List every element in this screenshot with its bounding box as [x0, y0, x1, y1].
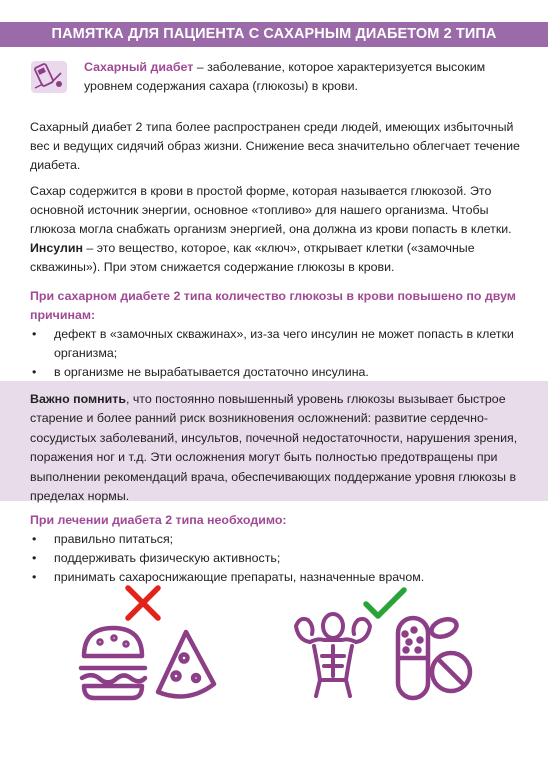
definition-text: – заболевание, которое характеризуется высоким уровнем содержания сахара (глюкозы) в крови.	[84, 60, 486, 93]
treatment-heading: При лечении диабета 2 типа необходимо:	[30, 513, 287, 527]
insulin-term: Инсулин	[30, 241, 83, 255]
important-lead: Важно помнить	[30, 392, 126, 406]
list-item: • дефект в «замочных скважинах», из-за чего инсулин не может попасть в клетки организма;	[30, 325, 520, 363]
athlete-icon	[296, 614, 370, 696]
important-text	[30, 390, 526, 506]
list-item: • принимать сахароснижающие препараты, назначенные врачом.	[30, 568, 520, 587]
list-item: • в организме не вырабатывается достаточно инсулина.	[30, 363, 520, 382]
page-title: ПАМЯТКА ДЛЯ ПАЦИЕНТА С САХАРНЫМ ДИАБЕТОМ 2 ТИПА	[0, 22, 548, 47]
treatment-list	[30, 530, 520, 587]
pizza-slice-icon	[158, 632, 214, 697]
check-mark-icon	[366, 590, 404, 616]
capsule-icon	[398, 618, 428, 698]
burger-icon	[81, 628, 145, 698]
diabetes-definition	[84, 58, 534, 96]
paragraph-risk: Сахарный диабет 2 типа более распространен среди людей, имеющих избыточный вес и ведущих сидячий образ жизни. Снижение веса значительно облегчает течение диабета.	[30, 120, 520, 172]
causes-list	[30, 325, 520, 382]
important-note	[0, 381, 548, 504]
paragraph-glucose	[30, 182, 520, 277]
cross-mark-icon	[128, 588, 158, 618]
glucometer-icon	[30, 60, 68, 94]
list-item: • поддерживать физическую активность;	[30, 549, 520, 568]
illustrations	[0, 580, 548, 710]
important-body: , что постоянно повышенный уровень глюкозы вызывает быстрое старение и более ранний риск возникновения осложнений: развитие сердечно-сосудистых заболеваний, инсультов, почечной недостаточности, нарушения зрения, поражения ног и т.д. Эти осложнения могут быть полностью предотвращены при выполнении рекомендаций врача, обеспечивающих поддержание уровня глюкозы в пределах нормы.	[30, 392, 518, 504]
glucose-text: Сахар содержится в крови в простой форме, которая называется глюкозой. Это основной источник энергии, основное «топливо» для нашего организма. Чтобы глюкоза могла снабжать организм энергией, она должна из крови попасть в клетки.	[30, 184, 512, 236]
list-item: • правильно питаться;	[30, 530, 520, 549]
diabetes-term: Сахарный диабет	[84, 60, 194, 74]
causes-heading: При сахарном диабете 2 типа количество глюкозы в крови повышено по двум причинам:	[30, 289, 516, 322]
pill-icon	[429, 616, 470, 691]
insulin-text: – это вещество, которое, как «ключ», открывает клетки («замочные скважины»). При этом снижается содержание глюкозы в крови.	[30, 241, 475, 274]
